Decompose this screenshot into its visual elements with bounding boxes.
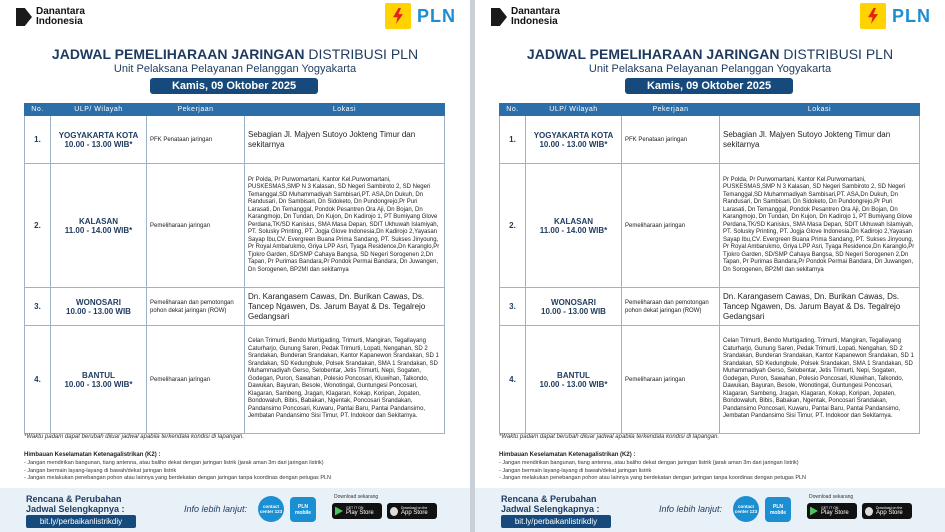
danantara-line1: Danantara <box>511 6 560 17</box>
date-badge: Kamis, 09 Oktober 2025 <box>625 78 793 94</box>
himbauan-item: - Jangan melakukan penebangan pohon atau lainnya yang berdekatan dengan jaringan tanpa koordinas dengan petugas PLN <box>24 475 332 481</box>
table-row <box>500 164 920 288</box>
danantara-line1: Danantara <box>36 6 85 17</box>
poster-right <box>475 0 945 532</box>
pln-mobile-icon[interactable]: PLN mobile <box>290 497 316 522</box>
ulp-name: YOGYAKARTA KOTA <box>533 130 614 140</box>
apple-icon <box>865 507 873 516</box>
danantara-logo-icon <box>491 8 507 26</box>
cell-ulp <box>526 116 622 164</box>
title-bold: JADWAL PEMELIHARAAN JARINGAN <box>526 46 780 62</box>
col-header-pekerjaan: Pekerjaan <box>147 104 245 116</box>
pln-logo-text: PLN <box>417 5 456 26</box>
cell-ulp <box>51 164 147 288</box>
cell-no: 1. <box>500 116 526 164</box>
cell-pekerjaan: PFK Penataan jaringan <box>622 116 720 164</box>
danantara-line2: Indonesia <box>511 16 558 27</box>
google-play-icon <box>335 507 343 516</box>
cell-no: 1. <box>25 116 51 164</box>
ulp-time: 10.00 - 13.00 WIB* <box>64 139 133 149</box>
cell-pekerjaan: Pemeliharaan dan pemotongan pohon dekat jaringan (ROW) <box>147 288 245 326</box>
cell-no: 2. <box>25 164 51 288</box>
himbauan-item: - Jangan mendirikan bangunan, tiang antenna, atau baliho dekat dengan jaringan listrik (jarak aman 3m dari jaringan listrik) <box>24 460 324 466</box>
schedule-link[interactable]: bit.ly/perbaikanlistrikdiy <box>26 515 136 528</box>
title-rest: DISTRIBUSI PLN <box>779 46 894 62</box>
rencana-text <box>26 494 125 514</box>
col-header-lokasi: Lokasi <box>245 104 445 116</box>
cell-ulp <box>51 326 147 434</box>
himbauan-list <box>499 460 806 483</box>
page-title <box>0 46 470 62</box>
col-header-no: No. <box>25 104 51 116</box>
ulp-name: WONOSARI <box>76 297 121 307</box>
download-label: Download sekarang <box>809 494 854 500</box>
table-row <box>25 326 445 434</box>
himbauan-list <box>24 460 331 483</box>
title-bold: JADWAL PEMELIHARAAN JARINGAN <box>51 46 305 62</box>
table-row <box>500 288 920 326</box>
ulp-time: 10.00 - 13.00 WIB <box>541 306 606 316</box>
danantara-logo <box>16 5 85 29</box>
ulp-name: KALASAN <box>78 216 119 226</box>
danantara-line2: Indonesia <box>36 16 83 27</box>
cell-pekerjaan: Pemeliharaan jaringan <box>622 326 720 434</box>
schedule-table <box>24 103 445 434</box>
info-label: Info lebih lanjut: <box>184 504 248 514</box>
cell-pekerjaan: Pemeliharaan jaringan <box>147 164 245 288</box>
cell-no: 2. <box>500 164 526 288</box>
ulp-time: 10.00 - 13.00 WIB* <box>539 139 608 149</box>
lightning-icon <box>393 8 403 24</box>
cell-lokasi: Sebagian Jl. Majyen Sutoyo Jokteng Timur dan sekitarnya <box>245 116 445 164</box>
poster-left <box>0 0 470 532</box>
lightning-icon <box>868 8 878 24</box>
cell-no: 4. <box>25 326 51 434</box>
cell-pekerjaan: Pemeliharaan jaringan <box>622 164 720 288</box>
cell-pekerjaan: Pemeliharaan jaringan <box>147 326 245 434</box>
cell-no: 4. <box>500 326 526 434</box>
cell-lokasi: Sebagian Jl. Majyen Sutoyo Jokteng Timur dan sekitarnya <box>720 116 920 164</box>
contact-center-icon[interactable]: contact center 123 <box>258 496 284 522</box>
info-label: Info lebih lanjut: <box>659 504 723 514</box>
cell-pekerjaan: PFK Penataan jaringan <box>147 116 245 164</box>
footnote: *Waktu padam dapat berubah diluar jadwal apabila terkendala kondisi di lapangan. <box>24 434 245 440</box>
pln-logo-icon <box>860 3 886 29</box>
rencana-line1: Rencana & Perubahan <box>501 494 597 504</box>
himbauan-item: - Jangan bermain layang-layang di bawah/dekat jaringan listrik <box>499 467 652 474</box>
cell-pekerjaan: Pemeliharaan dan pemotongan pohon dekat jaringan (ROW) <box>622 288 720 326</box>
google-play-small: GET IT ON <box>821 506 839 510</box>
pln-logo-icon <box>385 3 411 29</box>
cell-lokasi: Celan Trimurti, Bendo Murtigading, Trimurti, Mangiran, Tegallayang Caturharjo, Gunung Saren, Pedak Trimurti, Lopati, Nengahan, SD 2 Srandakan, Bunderan Srandakan, Kantor Kapanewon Srandakan, SD 1 Srandakan, SD Kedungbule, Polsek Srandakan, SMA 1 Srandakan, SD Muhammadiyah Gerso, Selobentar, Jetis Trimurti, Nepi, Sogaten, Godegan, Puron, Sawahan, Polesio Poncosari, Kluwihan, Talkondo, Dawukan, Bayuran, Besole, Wonotingal, Guntungesi Poncosari, Klagaran, Sambeng, Jragan, Klagaran, Kokap, Koripan, Jopaten, Bondowaluh, Bibis, Babakan, Ngentak, Poncosari Srandakan, Pandansimo Poncosari, Kuwaru, Pantai Baru, Pantai Pandansimo, Jembatan Pandansimo Sisi Timur, PT. Indokoor dan Sekitarnya. <box>245 326 445 434</box>
cell-lokasi: Pr Polda, Pr Purwomartani, Kantor Kel.Purwomartani, PUSKESMAS,SMP N 3 Kalasan, SD Negeri Sambiroto 2, SD Negeri Temanggal,SD Muhammadiyah Sambisari,PT. ASA,Dn Dukuh, Dn Randusari, Dn Sambisari, Dn Sidoketo, Dn Pundongrejo,Pr Puri Larasati, Dn Temanggal, Pondok Pesantren Ora Aji, Dn Bojan, Dn Karangmojo, Dn Tundan, Dn Kujon, Dn Kadirojo 1, PT Bumiyang Glove Perdana,TK/SD Kanisius, SMA Masa Depan, SDIT Ukhuwah Islamiyah, PT. Solusky Printing, PT. Jogja Glove Indonesia,Dn Kadirojo 2,Yayasan Sayap Ibu,CV. Evergreen Buana Prima Sandang, PT. Sukses Jinyoung, Pr Royal Ambarukmo, Griya LPP Asri, Tyaga Residence,Dn Karanglo,Pr Tjokro Garden, SD/SMP Cahaya Bangsa, SD Negeri Sorogenen 2,Dn Tapan, Pr Purimas Bandara,Pr Pondok Permai Bandara, Dn Juwangen, Dn Sorogenen, BP2MI dan sekitarnya <box>720 164 920 288</box>
table-row <box>25 288 445 326</box>
download-label: Download sekarang <box>334 494 379 500</box>
google-play-small: GET IT ON <box>346 506 364 510</box>
table-row <box>25 116 445 164</box>
schedule-link[interactable]: bit.ly/perbaikanlistrikdiy <box>501 515 611 528</box>
schedule-table <box>499 103 920 434</box>
ulp-name: BANTUL <box>82 370 115 380</box>
cell-lokasi: Pr Polda, Pr Purwomartani, Kantor Kel.Purwomartani, PUSKESMAS,SMP N 3 Kalasan, SD Negeri Sambiroto 2, SD Negeri Temanggal,SD Muhammadiyah Sambisari,PT. ASA,Dn Dukuh, Dn Randusari, Dn Sambisari, Dn Sidoketo, Dn Pundongrejo,Pr Puri Larasati, Dn Temanggal, Pondok Pesantren Ora Aji, Dn Bojan, Dn Karangmojo, Dn Tundan, Dn Kujon, Dn Kadirojo 1, PT Bumiyang Glove Perdana,TK/SD Kanisius, SMA Masa Depan, SDIT Ukhuwah Islamiyah, PT. Solusky Printing, PT. Jogja Glove Indonesia,Dn Kadirojo 2,Yayasan Sayap Ibu,CV. Evergreen Buana Prima Sandang, PT. Sukses Jinyoung, Pr Royal Ambarukmo, Griya LPP Asri, Tyaga Residence,Dn Karanglo,Pr Tjokro Garden, SD/SMP Cahaya Bangsa, SD Negeri Sorogenen 2,Dn Tapan, Pr Purimas Bandara,Pr Pondok Permai Bandara, Dn Juwangen, Dn Sorogenen, BP2MI dan sekitarnya <box>245 164 445 288</box>
pln-logo-text: PLN <box>892 5 931 26</box>
app-store-label: App Store <box>401 510 428 516</box>
google-play-button[interactable] <box>332 503 382 519</box>
cell-lokasi: Celan Trimurti, Bendo Murtigading, Trimurti, Mangiran, Tegallayang Caturharjo, Gunung Saren, Pedak Trimurti, Lopati, Nengahan, SD 2 Srandakan, Bunderan Srandakan, Kantor Kapanewon Srandakan, SD 1 Srandakan, SD Kedungbule, Polsek Srandakan, SMA 1 Srandakan, SD Muhammadiyah Gerso, Selobentar, Jetis Trimurti, Nepi, Sogaten, Godegan, Puron, Sawahan, Polesio Poncosari, Kluwihan, Talkondo, Dawukan, Bayuran, Besole, Wonotingal, Guntungesi Poncosari, Klagaran, Sambeng, Jragan, Klagaran, Kokap, Koripan, Jopaten, Bondowaluh, Bibis, Babakan, Ngentak, Poncosari Srandakan, Pandansimo Poncosari, Kuwaru, Pantai Baru, Pantai Pandansimo, Jembatan Pandansimo Sisi Timur, PT. Indokoor dan Sekitarnya. <box>720 326 920 434</box>
himbauan-title: Himbauan Keselamatan Ketenagalistrikan (K2) : <box>24 452 161 458</box>
cell-ulp <box>526 164 622 288</box>
pln-logo <box>385 3 456 29</box>
google-play-button[interactable] <box>807 503 857 519</box>
cell-no: 3. <box>25 288 51 326</box>
col-header-ulp: ULP/ Wilayah <box>51 104 147 116</box>
table-header-row <box>500 104 920 116</box>
app-store-button[interactable] <box>862 503 912 519</box>
ulp-name: BANTUL <box>557 370 590 380</box>
cell-ulp <box>526 288 622 326</box>
date-badge: Kamis, 09 Oktober 2025 <box>150 78 318 94</box>
ulp-time: 10.00 - 13.00 WIB <box>66 306 131 316</box>
himbauan-item: - Jangan melakukan penebangan pohon atau lainnya yang berdekatan dengan jaringan tanpa koordinas dengan petugas PLN <box>499 475 807 481</box>
pln-logo <box>860 3 931 29</box>
table-row <box>25 164 445 288</box>
himbauan-title: Himbauan Keselamatan Ketenagalistrikan (K2) : <box>499 452 636 458</box>
table-row <box>500 326 920 434</box>
footnote: *Waktu padam dapat berubah diluar jadwal apabila terkendala kondisi di lapangan. <box>499 434 720 440</box>
cell-lokasi: Dn. Karangasem Cawas, Dn. Burikan Cawas, Ds. Tancep Ngawen, Ds. Jarum Bayat & Ds. Tegalrejo Gedangsari <box>720 288 920 326</box>
title-rest: DISTRIBUSI PLN <box>304 46 419 62</box>
danantara-logo <box>491 5 560 29</box>
page-subtitle: Unit Pelaksana Pelayanan Pelanggan Yogyakarta <box>588 63 832 75</box>
col-header-ulp: ULP/ Wilayah <box>526 104 622 116</box>
google-play-label: Play Store <box>346 510 374 516</box>
app-store-small: Download on the <box>401 506 428 510</box>
app-store-button[interactable] <box>387 503 437 519</box>
himbauan-item: - Jangan mendirikan bangunan, tiang antenna, atau baliho dekat dengan jaringan listrik (jarak aman 3m dari jaringan listrik) <box>499 460 799 466</box>
ulp-time: 11.00 - 14.00 WIB* <box>539 225 608 235</box>
rencana-line1: Rencana & Perubahan <box>26 494 122 504</box>
cell-ulp <box>51 288 147 326</box>
rencana-line2: Jadwal Selengkapnya : <box>26 504 125 514</box>
ulp-name: KALASAN <box>553 216 594 226</box>
page-subtitle: Unit Pelaksana Pelayanan Pelanggan Yogyakarta <box>113 63 357 75</box>
app-store-small: Download on the <box>876 506 903 510</box>
cell-lokasi: Dn. Karangasem Cawas, Dn. Burikan Cawas, Ds. Tancep Ngawen, Ds. Jarum Bayat & Ds. Tegalrejo Gedangsari <box>245 288 445 326</box>
cell-ulp <box>51 116 147 164</box>
col-header-no: No. <box>500 104 526 116</box>
contact-center-icon[interactable]: contact center 123 <box>733 496 759 522</box>
cell-no: 3. <box>500 288 526 326</box>
himbauan-item: - Jangan bermain layang-layang di bawah/dekat jaringan listrik <box>24 467 177 474</box>
page-title <box>475 46 945 62</box>
ulp-name: WONOSARI <box>551 297 596 307</box>
col-header-pekerjaan: Pekerjaan <box>622 104 720 116</box>
col-header-lokasi: Lokasi <box>720 104 920 116</box>
ulp-time: 10.00 - 13.00 WIB* <box>539 379 608 389</box>
rencana-line2: Jadwal Selengkapnya : <box>501 504 600 514</box>
danantara-logo-icon <box>16 8 32 26</box>
pln-mobile-icon[interactable]: PLN mobile <box>765 497 791 522</box>
app-store-label: App Store <box>876 510 903 516</box>
table-row <box>500 116 920 164</box>
ulp-time: 10.00 - 13.00 WIB* <box>64 379 133 389</box>
cell-ulp <box>526 326 622 434</box>
google-play-icon <box>810 507 818 516</box>
ulp-name: YOGYAKARTA KOTA <box>58 130 139 140</box>
ulp-time: 11.00 - 14.00 WIB* <box>64 225 133 235</box>
rencana-text <box>501 494 600 514</box>
apple-icon <box>390 507 398 516</box>
table-header-row <box>25 104 445 116</box>
google-play-label: Play Store <box>821 510 849 516</box>
